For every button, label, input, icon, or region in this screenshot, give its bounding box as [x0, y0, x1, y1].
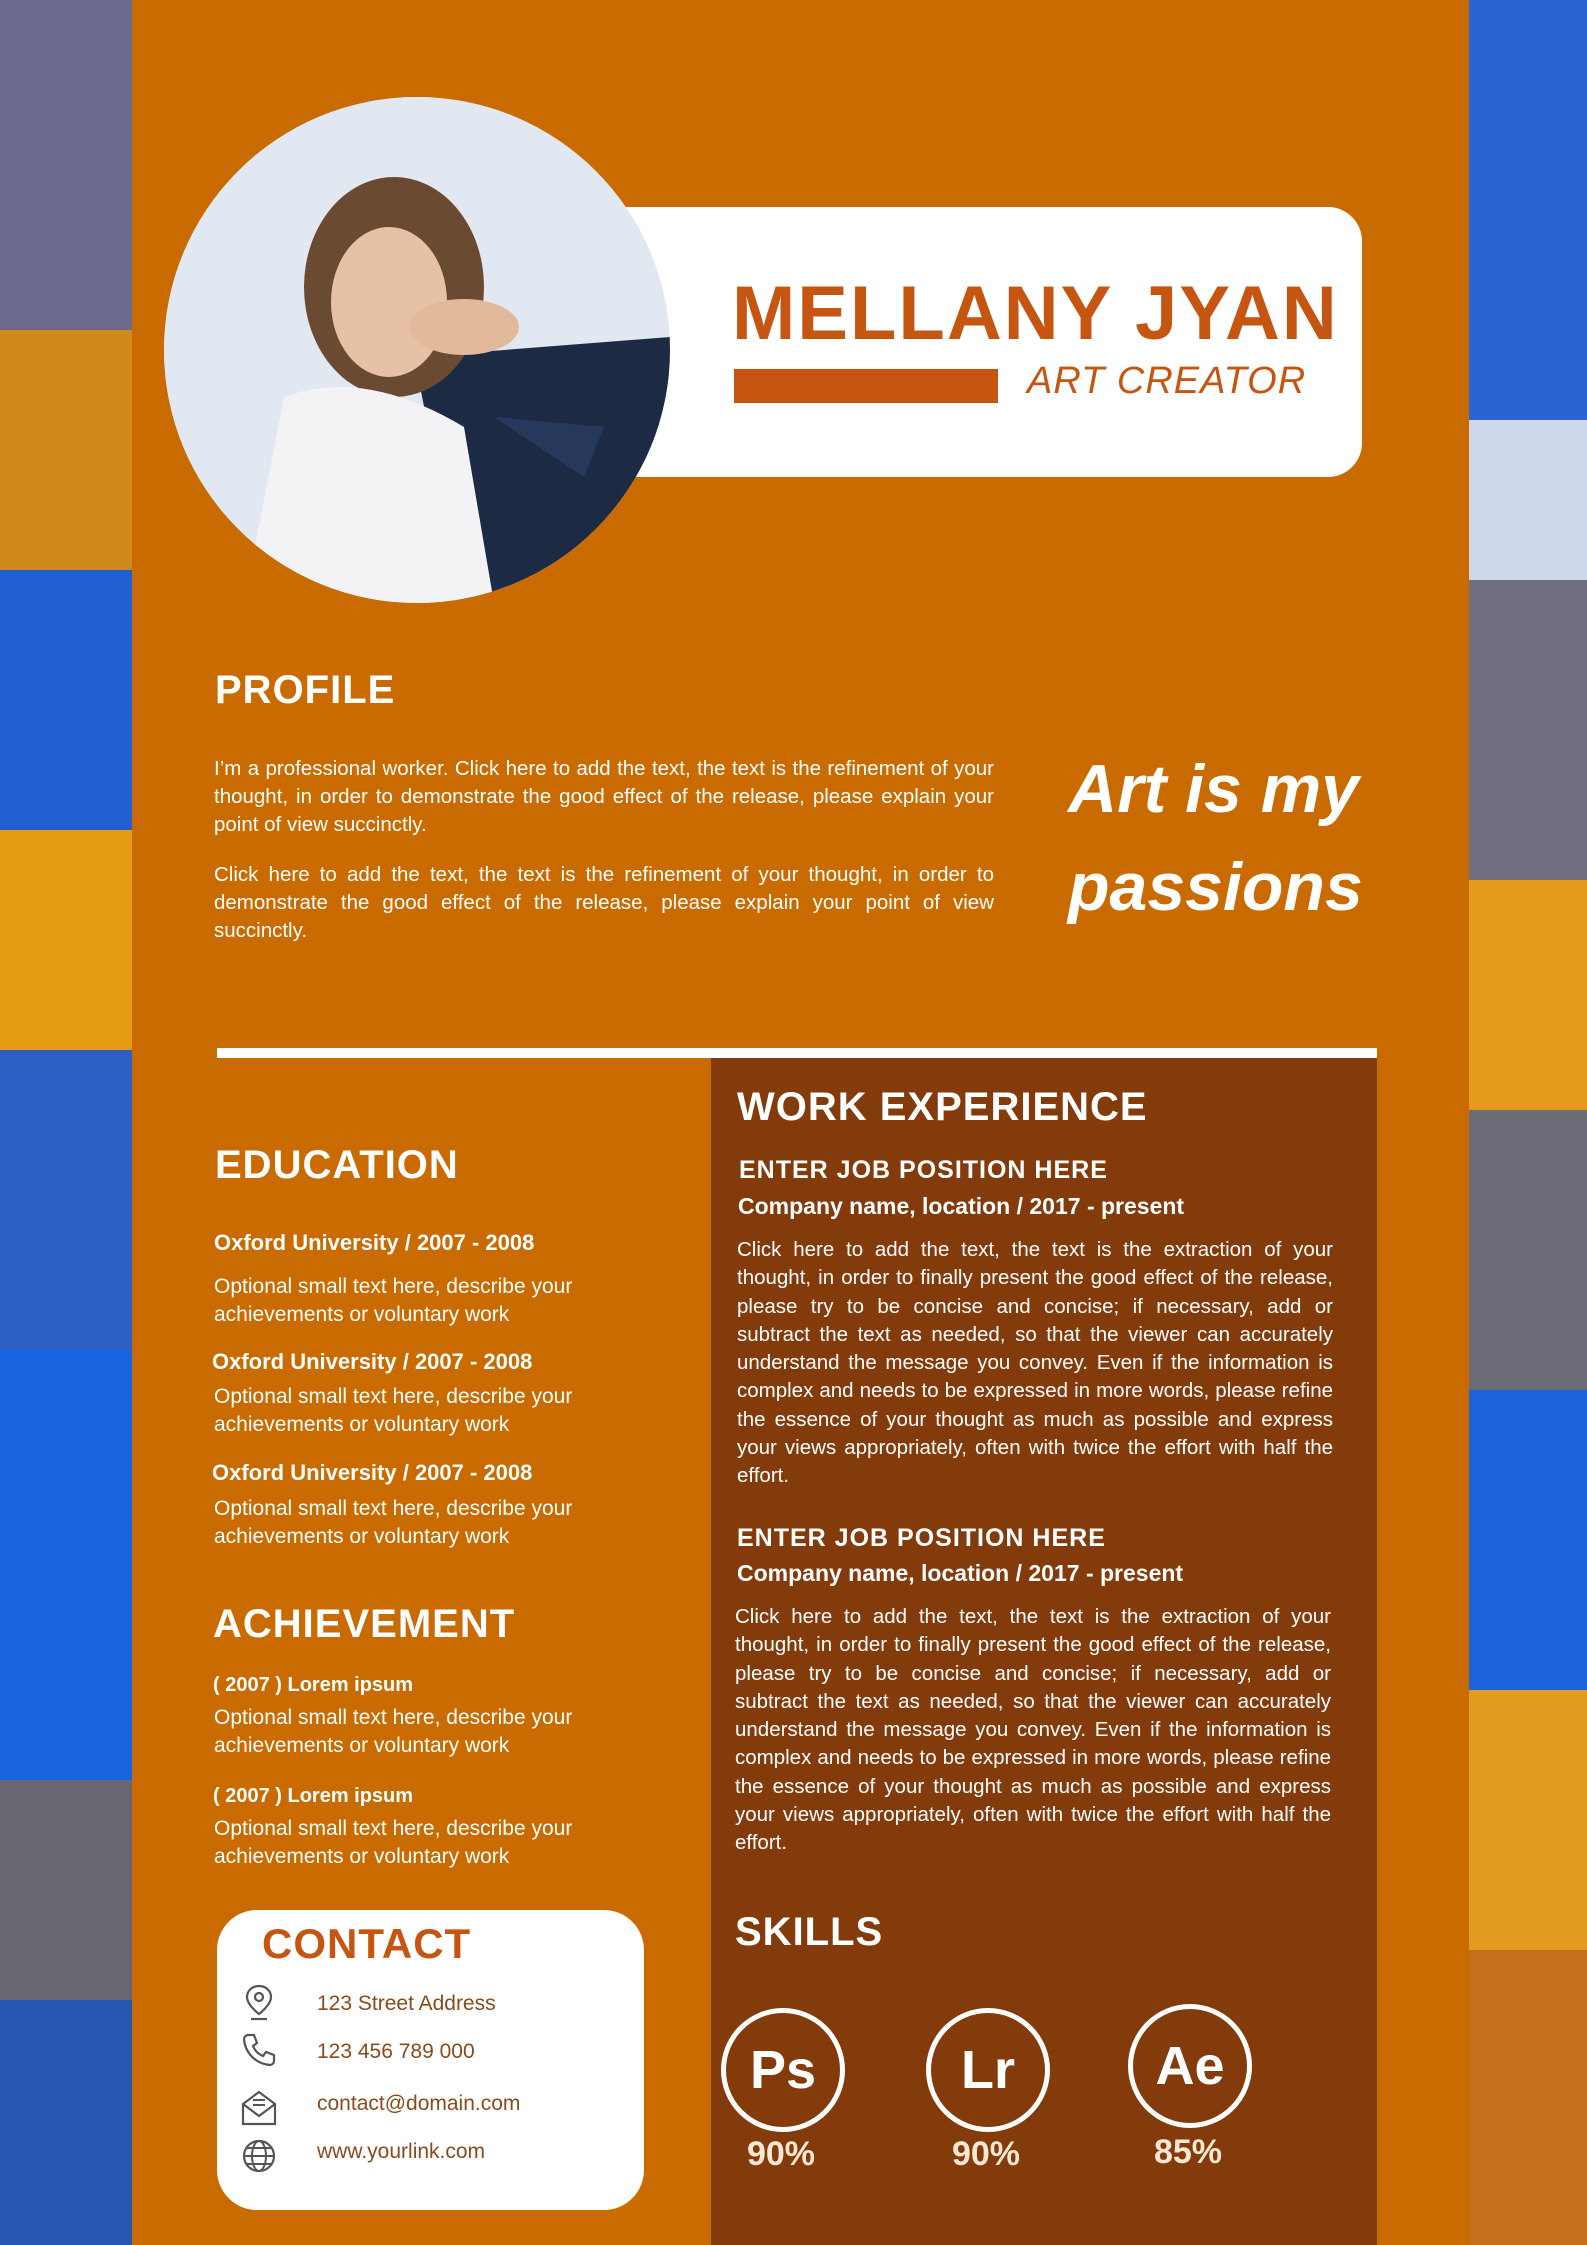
contact-phone: 123 456 789 000: [317, 2040, 475, 2063]
work-experience-panel: [711, 1058, 1377, 2245]
location-pin-icon: [239, 1982, 279, 2022]
contact-address: 123 Street Address: [317, 1992, 496, 2015]
section-divider: [217, 1048, 1377, 1058]
profile-heading: PROFILE: [215, 668, 396, 712]
contact-website[interactable]: www.yourlink.com: [317, 2140, 486, 2163]
profile-paragraph-1: I’m a professional worker. Click here to add the text, the text is the refinement of your thought, in order to demonstrate the good effect of the release, please explain your point of view succinctly.: [214, 757, 994, 836]
education-item-title: Oxford University / 2007 - 2008: [212, 1460, 533, 1485]
education-item-desc: Optional small text here, describe your achievements or voluntary work: [214, 1497, 573, 1548]
contact-email[interactable]: contact@domain.com: [317, 2092, 521, 2115]
profile-paragraph-2: Click here to add the text, the text is the refinement of your thought, in order to demonstrate the good effect of the release, please explain your point of view succinctly.: [214, 863, 994, 942]
skill-percent: 85%: [1153, 2133, 1223, 2171]
skill-percent: 90%: [951, 2135, 1021, 2173]
achievement-item-desc: Optional small text here, describe your achievements or voluntary work: [214, 1706, 573, 1757]
work-experience-heading: WORK EXPERIENCE: [737, 1085, 1148, 1129]
achievement-item-title: ( 2007 ) Lorem ipsum: [213, 1674, 414, 1696]
education-heading: EDUCATION: [215, 1143, 459, 1187]
globe-icon: [239, 2136, 279, 2176]
mail-icon: [239, 2088, 279, 2128]
education-item-desc: Optional small text here, describe your achievements or voluntary work: [214, 1385, 573, 1436]
profile-photo: [164, 97, 670, 603]
job-position: ENTER JOB POSITION HERE: [737, 1524, 1106, 1552]
contact-card: [217, 1910, 644, 2210]
tagline-quote: Art is my passions: [1068, 751, 1363, 925]
education-item-desc: Optional small text here, describe your achievements or voluntary work: [214, 1275, 573, 1326]
contact-heading: CONTACT: [262, 1920, 472, 1967]
job-position: ENTER JOB POSITION HERE: [739, 1156, 1108, 1184]
candidate-name: MELLANY JYAN: [732, 271, 1339, 356]
education-item-title: Oxford University / 2007 - 2008: [214, 1230, 535, 1255]
job-company: Company name, location / 2017 - present: [737, 1560, 1184, 1586]
skill-badge-lightroom: Lr: [926, 2008, 1050, 2132]
job-company: Company name, location / 2017 - present: [738, 1193, 1185, 1219]
resume-page: [132, 0, 1469, 2245]
achievement-item-desc: Optional small text here, describe your achievements or voluntary work: [214, 1817, 573, 1868]
candidate-role: ART CREATOR: [1027, 360, 1307, 402]
skill-badge-after-effects: Ae: [1128, 2004, 1252, 2128]
skills-heading: SKILLS: [735, 1910, 884, 1954]
skill-percent: 90%: [746, 2135, 816, 2173]
job-description: Click here to add the text, the text is the extraction of your thought, in order to finally present the good effect of the release, please try to be concise and concise; if necessary, add or subtract the text as needed, so that the viewer can accurately understand the message you convey. Even if the information is complex and needs to be expressed in more words, please refine the essence of your thought as much as possible and express your views appropriately, often with twice the effort with half the effort.: [737, 1238, 1333, 1488]
skill-badge-photoshop: Ps: [721, 2008, 845, 2132]
background-painting-right: [1469, 0, 1587, 2245]
phone-icon: [239, 2030, 279, 2070]
background-painting-left: [0, 0, 132, 2245]
education-item-title: Oxford University / 2007 - 2008: [212, 1349, 533, 1374]
achievement-item-title: ( 2007 ) Lorem ipsum: [213, 1785, 414, 1807]
name-underline-bar: [734, 369, 998, 403]
job-description: Click here to add the text, the text is the extraction of your thought, in order to finally present the good effect of the release, please try to be concise and concise; if necessary, add or subtract the text as needed, so that the viewer can accurately understand the message you convey. Even if the information is complex and needs to be expressed in more words, please refine the essence of your thought as much as possible and express your views appropriately, often with twice the effort with half the effort.: [735, 1605, 1331, 1855]
achievement-heading: ACHIEVEMENT: [213, 1602, 516, 1646]
